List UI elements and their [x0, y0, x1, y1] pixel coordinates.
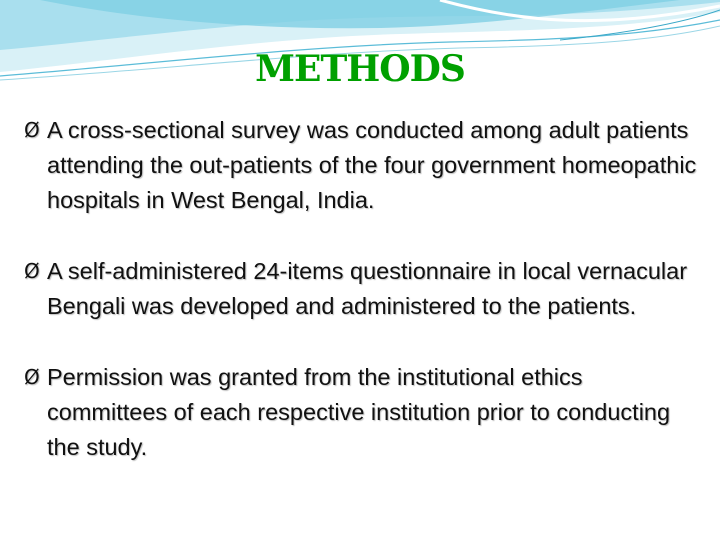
- bullet-item: [24, 360, 704, 465]
- arrow-bullet-icon: Ø: [24, 259, 40, 283]
- arrow-bullet-icon: Ø: [24, 365, 40, 389]
- slide-title: METHODS: [255, 48, 465, 90]
- arrow-bullet-icon: Ø: [24, 118, 40, 142]
- bullet-list: [24, 113, 704, 501]
- bullet-item: [24, 254, 704, 324]
- bullet-text: A cross-sectional survey was conducted among adult patients attending the out-patients of the four government homeopathic hospitals in West Bengal, India.: [47, 117, 697, 213]
- bullet-item: [24, 113, 704, 218]
- bullet-text: A self-administered 24-items questionnaire in local vernacular Bengali was developed and administered to the patients.: [47, 258, 688, 319]
- bullet-text: Permission was granted from the institutional ethics committees of each respective institution prior to conducting the study.: [47, 364, 671, 460]
